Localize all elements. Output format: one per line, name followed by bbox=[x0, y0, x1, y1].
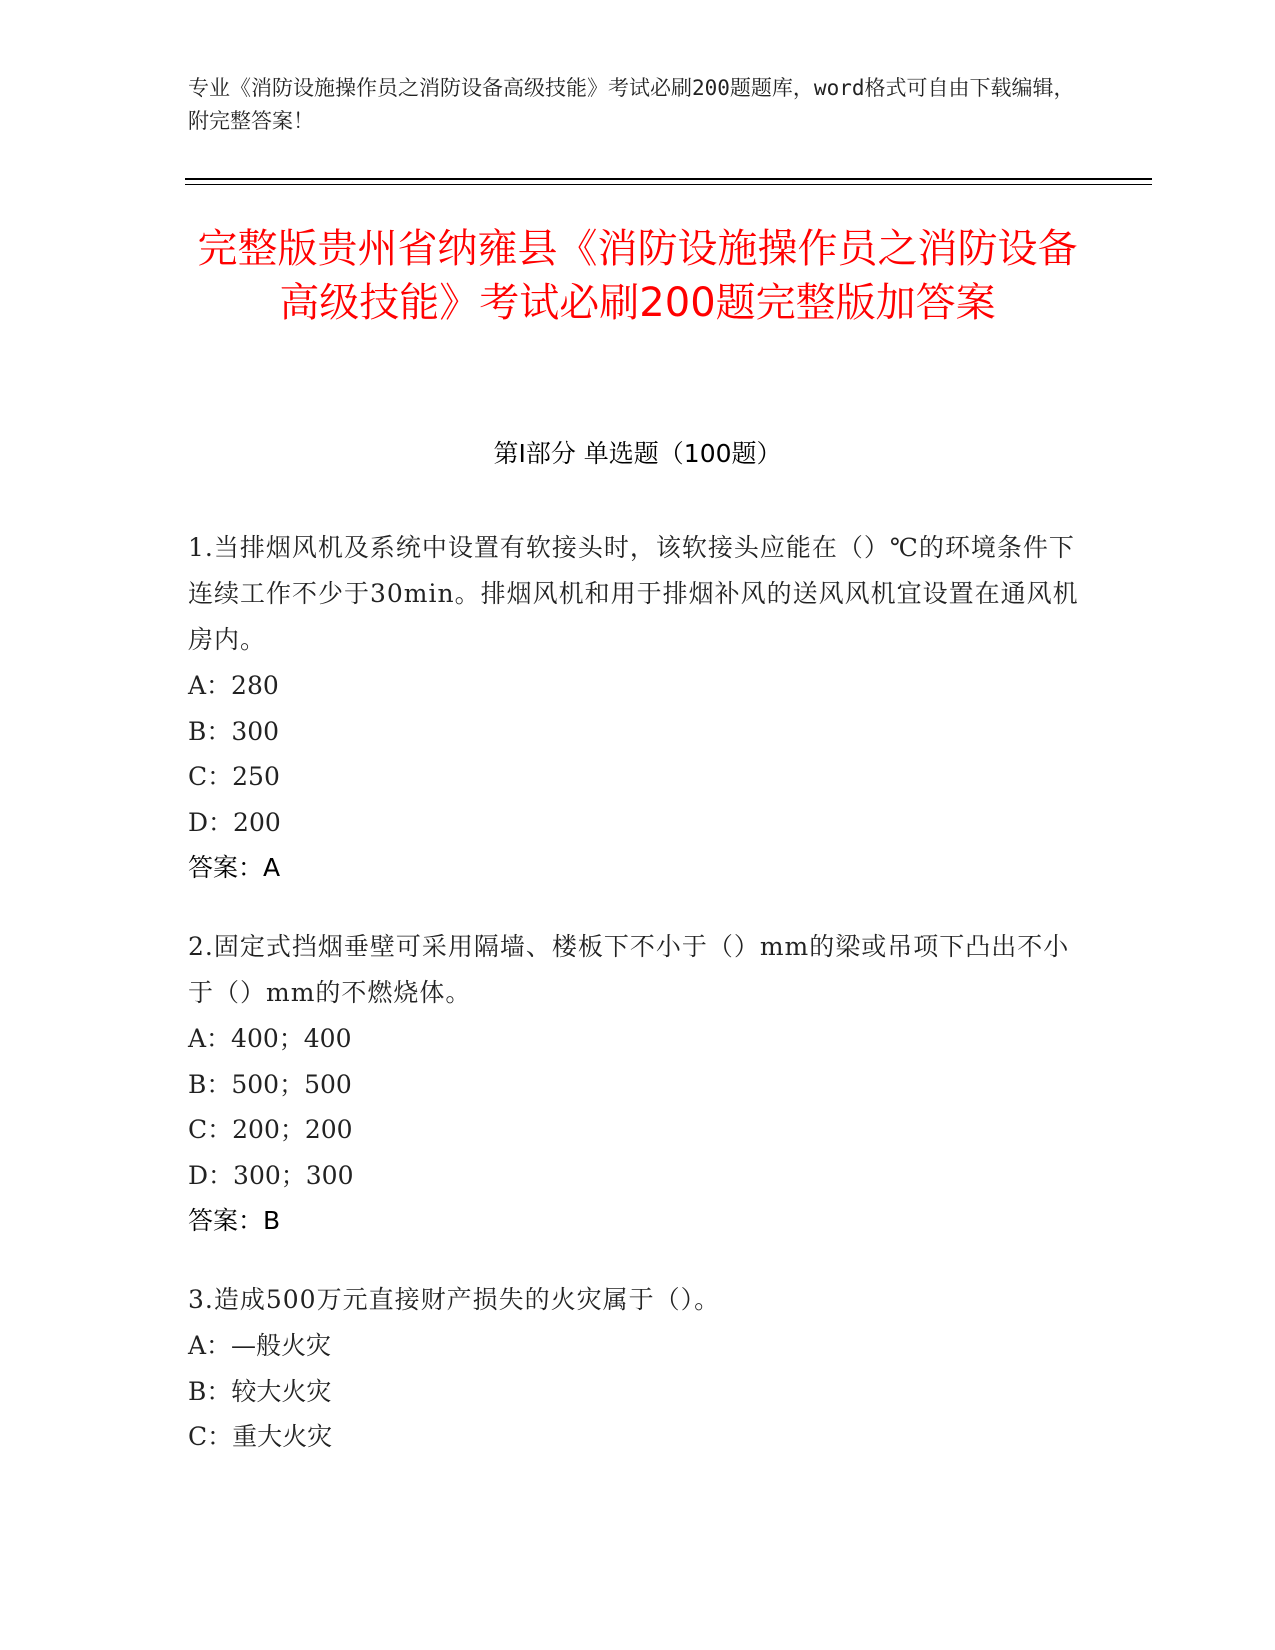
question-stem: 2.固定式挡烟垂壁可采用隔墙、楼板下不小于（）mm的梁或吊项下凸出不小于（）mm的不燃烧体。 bbox=[188, 932, 1070, 1007]
option-a: A：280 bbox=[188, 671, 279, 700]
answer: 答案：A bbox=[188, 853, 281, 882]
question-list bbox=[188, 525, 1088, 1494]
header-divider-thick bbox=[185, 178, 1152, 180]
option-c: C：重大火灾 bbox=[188, 1422, 333, 1451]
option-b: B：500；500 bbox=[188, 1069, 352, 1099]
question-stem: 1.当排烟风机及系统中设置有软接头时，该软接头应能在（）℃的环境条件下连续工作不少于30min。排烟风机和用于排烟补风的送风风机宜设置在通风机房内。 bbox=[188, 533, 1079, 654]
option-a: A：400；400 bbox=[188, 1024, 352, 1053]
answer: 答案：B bbox=[188, 1206, 281, 1235]
document-title: 完整版贵州省纳雍县《消防设施操作员之消防设备高级技能》考试必刷200题完整版加答案 bbox=[197, 226, 1078, 326]
option-a: A：—般火灾 bbox=[188, 1331, 332, 1360]
option-c: C：250 bbox=[188, 762, 280, 791]
option-d: D：200 bbox=[188, 807, 281, 837]
question-2 bbox=[188, 924, 1088, 1243]
header-note: 专业《消防设施操作员之消防设备高级技能》考试必刷200题题库，word格式可自由下载编辑，附完整答案！ bbox=[188, 76, 1075, 133]
option-b: B：较大火灾 bbox=[188, 1376, 332, 1406]
question-3 bbox=[188, 1277, 1088, 1460]
question-1 bbox=[188, 525, 1088, 890]
option-b: B：300 bbox=[188, 716, 280, 746]
section-heading: 第I部分 单选题（100题） bbox=[493, 439, 782, 468]
header-divider-thin bbox=[185, 184, 1152, 185]
option-d: D：300；300 bbox=[188, 1160, 354, 1190]
option-c: C：200；200 bbox=[188, 1115, 353, 1144]
question-stem: 3.造成500万元直接财产损失的火灾属于（）。 bbox=[188, 1285, 721, 1314]
